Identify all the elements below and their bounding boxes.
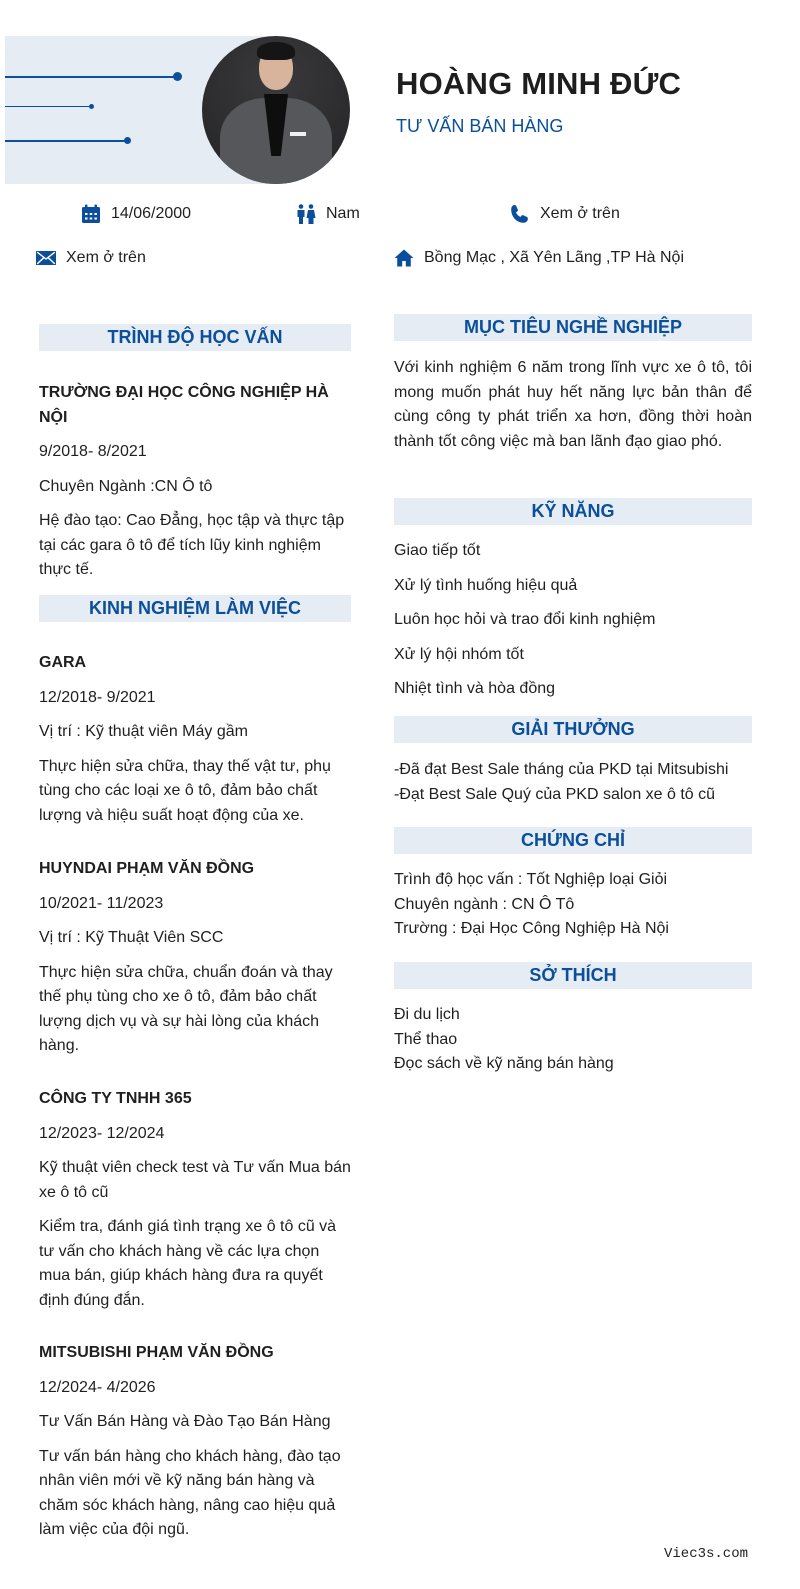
- company-name: MITSUBISHI PHẠM VĂN ĐỒNG: [39, 1344, 274, 1361]
- certificate-item: Trường : Đại Học Công Nghiệp Hà Nội: [394, 920, 669, 937]
- job-period: 12/2023- 12/2024: [39, 1124, 165, 1142]
- decor-dot-1: [173, 72, 182, 81]
- decor-dot-2: [89, 104, 94, 109]
- company-name: CÔNG TY TNHH 365: [39, 1090, 192, 1107]
- job-position: Kỹ thuật viên check test và Tư vấn Mua bán xe ô tô cũ: [39, 1159, 351, 1201]
- contact-phone: [510, 204, 620, 224]
- section-heading-certificates: CHỨNG CHỈ: [394, 827, 752, 854]
- watermark: Viec3s.com: [664, 1546, 749, 1562]
- education-description: Hệ đào tạo: Cao Đẳng, học tập và thực tập tại các gara ô tô để tích lũy kinh nghiệm thực tế.: [39, 512, 345, 578]
- job-description: Kiểm tra, đánh giá tình trạng xe ô tô cũ và tư vấn cho khách hàng về các lựa chọn mua bán, giúp khách hàng đưa ra quyết định đúng đắn.: [39, 1218, 337, 1309]
- education-block: [39, 381, 351, 583]
- education-period: 9/2018- 8/2021: [39, 443, 147, 460]
- job-period: 12/2024- 4/2026: [39, 1378, 156, 1396]
- contact-birthday: [81, 204, 191, 224]
- address-value: Bồng Mạc , Xã Yên Lãng ,TP Hà Nội: [424, 249, 685, 266]
- mail-icon: [36, 248, 56, 268]
- skills-list: [394, 539, 752, 712]
- certificate-item: Chuyên ngành : CN Ô Tô: [394, 895, 575, 913]
- profile-photo: [202, 36, 350, 184]
- company-name: HUYNDAI PHẠM VĂN ĐỒNG: [39, 860, 255, 877]
- decor-dot-3: [124, 137, 131, 144]
- skill-item: Xử lý tình huống hiệu quả: [394, 576, 578, 594]
- section-heading-awards: GIẢI THƯỞNG: [394, 716, 752, 743]
- job-position: Vị trí : Kỹ Thuật Viên SCC: [39, 929, 224, 946]
- section-heading-hobbies: SỞ THÍCH: [394, 962, 752, 989]
- hobby-item: Đọc sách về kỹ năng bán hàng: [394, 1055, 614, 1072]
- skill-item: Xử lý hội nhóm tốt: [394, 645, 524, 663]
- decor-line-2: [5, 106, 91, 107]
- email-value: Xem ở trên: [66, 249, 146, 266]
- skill-item: Nhiệt tình và hòa đồng: [394, 680, 556, 697]
- job-position: Vị trí : Kỹ thuật viên Máy gầm: [39, 723, 248, 740]
- company-name: GARA: [39, 654, 87, 671]
- experience-item: [39, 1087, 351, 1313]
- skill-item: Giao tiếp tốt: [394, 542, 481, 559]
- contact-email: [36, 248, 146, 268]
- phone-value: Xem ở trên: [540, 205, 620, 222]
- phone-icon: [510, 204, 530, 224]
- hobby-item: Đi du lịch: [394, 1006, 460, 1023]
- education-major: Chuyên Ngành :CN Ô tô: [39, 477, 213, 495]
- experience-item: [39, 857, 351, 1059]
- job-description: Tư vấn bán hàng cho khách hàng, đào tạo nhân viên mới về kỹ năng bán hàng và chăm sóc khách hàng, nâng cao hiệu quả làm việc của đội ngũ.: [39, 1447, 341, 1538]
- section-heading-education: TRÌNH ĐỘ HỌC VẤN: [39, 324, 351, 351]
- school-name: TRƯỜNG ĐẠI HỌC CÔNG NGHIỆP HÀ NỘI: [39, 384, 329, 426]
- decor-line-1: [5, 76, 177, 78]
- gender-value: Nam: [326, 205, 360, 222]
- job-period: 10/2021- 11/2023: [39, 894, 164, 912]
- certificate-item: Trình độ học vấn : Tốt Nghiệp loại Giỏi: [394, 871, 668, 888]
- candidate-title: TƯ VẤN BÁN HÀNG: [396, 116, 564, 136]
- birthday-value: 14/06/2000: [111, 205, 192, 222]
- certificates-list: [394, 868, 752, 942]
- section-heading-skills: KỸ NĂNG: [394, 498, 752, 525]
- experience-item: [39, 651, 351, 828]
- job-description: Thực hiện sửa chữa, chuẩn đoán và thay thế phụ tùng cho xe ô tô, đảm bảo chất lượng dịch vụ và sự hài lòng của khách hàng.: [39, 963, 333, 1054]
- section-heading-experience: KINH NGHIỆM LÀM VIỆC: [39, 595, 351, 622]
- hobby-item: Thể thao: [394, 1030, 458, 1048]
- award-item: -Đã đạt Best Sale tháng của PKD tại Mitsubishi: [394, 761, 729, 778]
- job-position: Tư Vấn Bán Hàng và Đào Tạo Bán Hàng: [39, 1413, 331, 1430]
- contact-address: [394, 248, 684, 268]
- candidate-name: HOÀNG MINH ĐỨC: [396, 66, 682, 101]
- job-period: 12/2018- 9/2021: [39, 688, 156, 706]
- home-icon: [394, 248, 414, 268]
- gender-icon: [296, 204, 316, 224]
- decor-line-3: [5, 140, 129, 142]
- experience-item: [39, 1341, 351, 1543]
- contact-gender: [296, 204, 360, 224]
- job-description: Thực hiện sửa chữa, thay thế vật tư, phụ tùng cho các loại xe ô tô, đảm bảo chất lượng và hiệu suất hoạt động của xe.: [39, 757, 331, 824]
- section-heading-objective: MỤC TIÊU NGHỀ NGHIỆP: [394, 314, 752, 341]
- calendar-icon: [81, 204, 101, 224]
- objective-text: Với kinh nghiệm 6 năm trong lĩnh vực xe ô tô, tôi mong muốn phát huy hết năng lực bản thân để cùng công ty phát triển xa hơn, đồng thời hoàn thành tốt công việc mà ban lãnh đạo giao phó.: [394, 359, 752, 450]
- awards-list: [394, 758, 764, 807]
- hobbies-list: [394, 1003, 752, 1077]
- award-item: -Đạt Best Sale Quý của PKD salon xe ô tô cũ: [394, 785, 716, 803]
- skill-item: Luôn học hỏi và trao đổi kinh nghiệm: [394, 611, 656, 628]
